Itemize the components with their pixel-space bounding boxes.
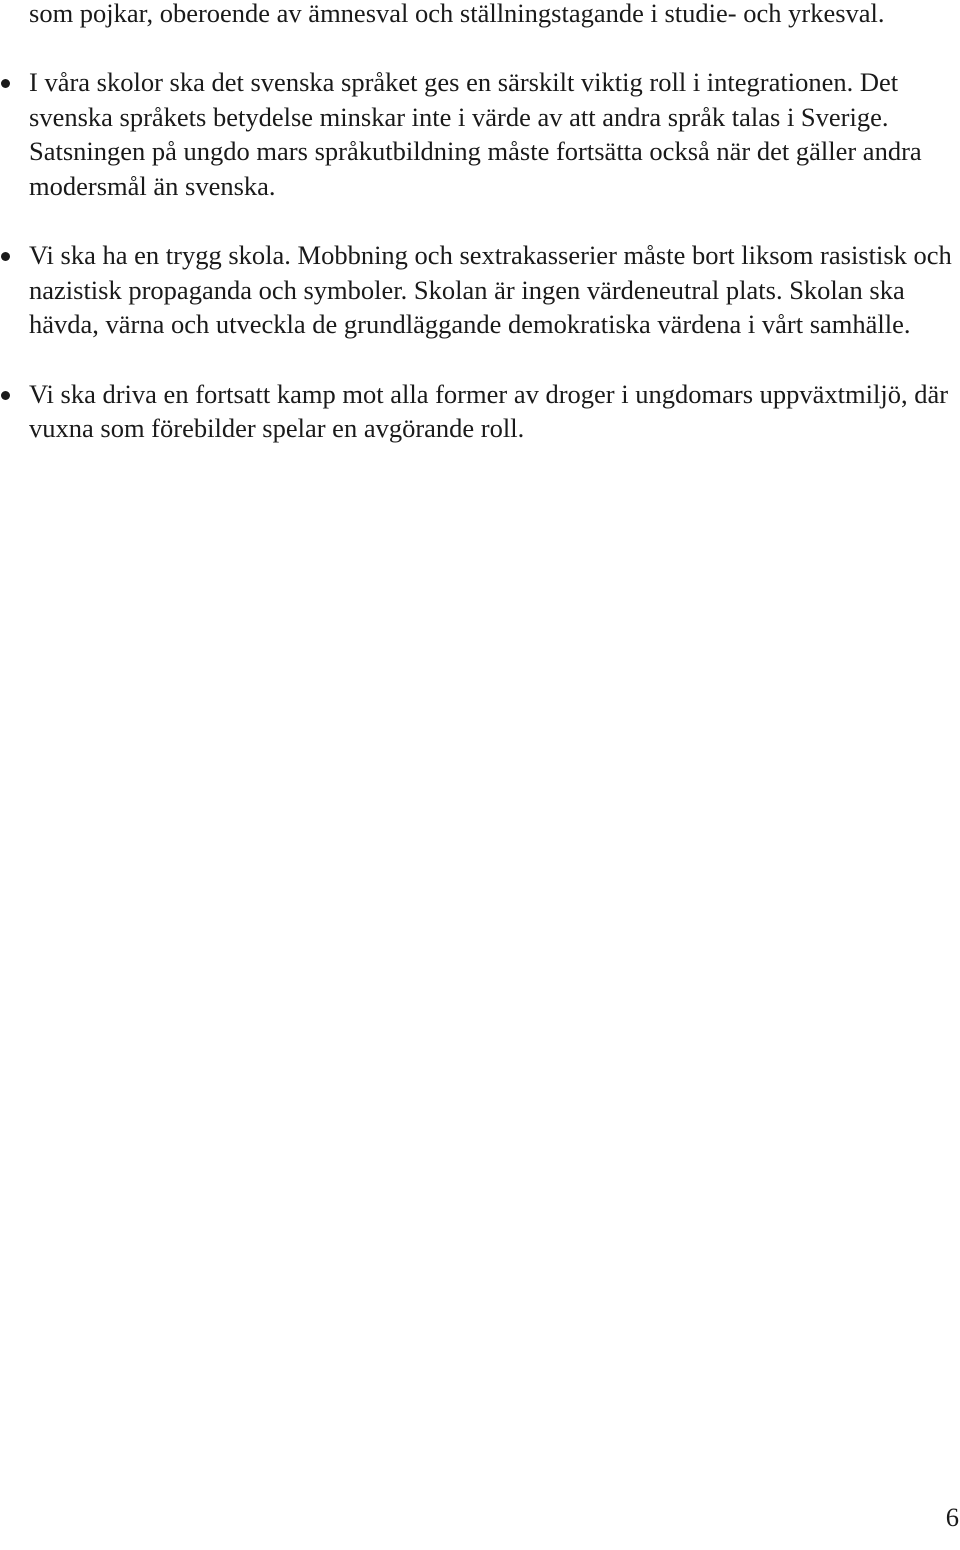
list-item — [0, 65, 954, 203]
page-number: 6 — [945, 1502, 959, 1532]
bullet-list — [0, 65, 960, 481]
list-item — [0, 238, 954, 342]
list-item — [0, 377, 954, 446]
bullet-text: Vi ska driva en fortsatt kamp mot alla former av droger i ungdomars uppväxtmiljö, där vuxna som förebilder spelar en avgörande roll. — [29, 378, 949, 443]
bullet-text: Vi ska ha en trygg skola. Mobbning och sextrakasserier måste bort liksom rasistisk och nazistisk propaganda och symboler. Skolan är ingen värdeneutral plats. Skolan ska hävda, värna och utveckla de grundläggande demokratiska värdena i vårt samhälle. — [29, 240, 952, 339]
bullet-icon — [1, 391, 10, 400]
bullet-text: I våra skolor ska det svenska språket ges en särskilt viktig roll i integrationen. Det svenska språkets betydelse minskar inte i värde av att andra språk talas i Sverige. Satsningen på ungdo mars språkutbildning måste fortsätta också när det gäller andra modersmål än svenska. — [29, 67, 922, 201]
continuation-paragraph: som pojkar, oberoende av ämnesval och ställningstagande i studie- och yrkesval. — [29, 0, 885, 28]
bullet-icon — [1, 79, 10, 88]
bullet-icon — [1, 252, 10, 261]
